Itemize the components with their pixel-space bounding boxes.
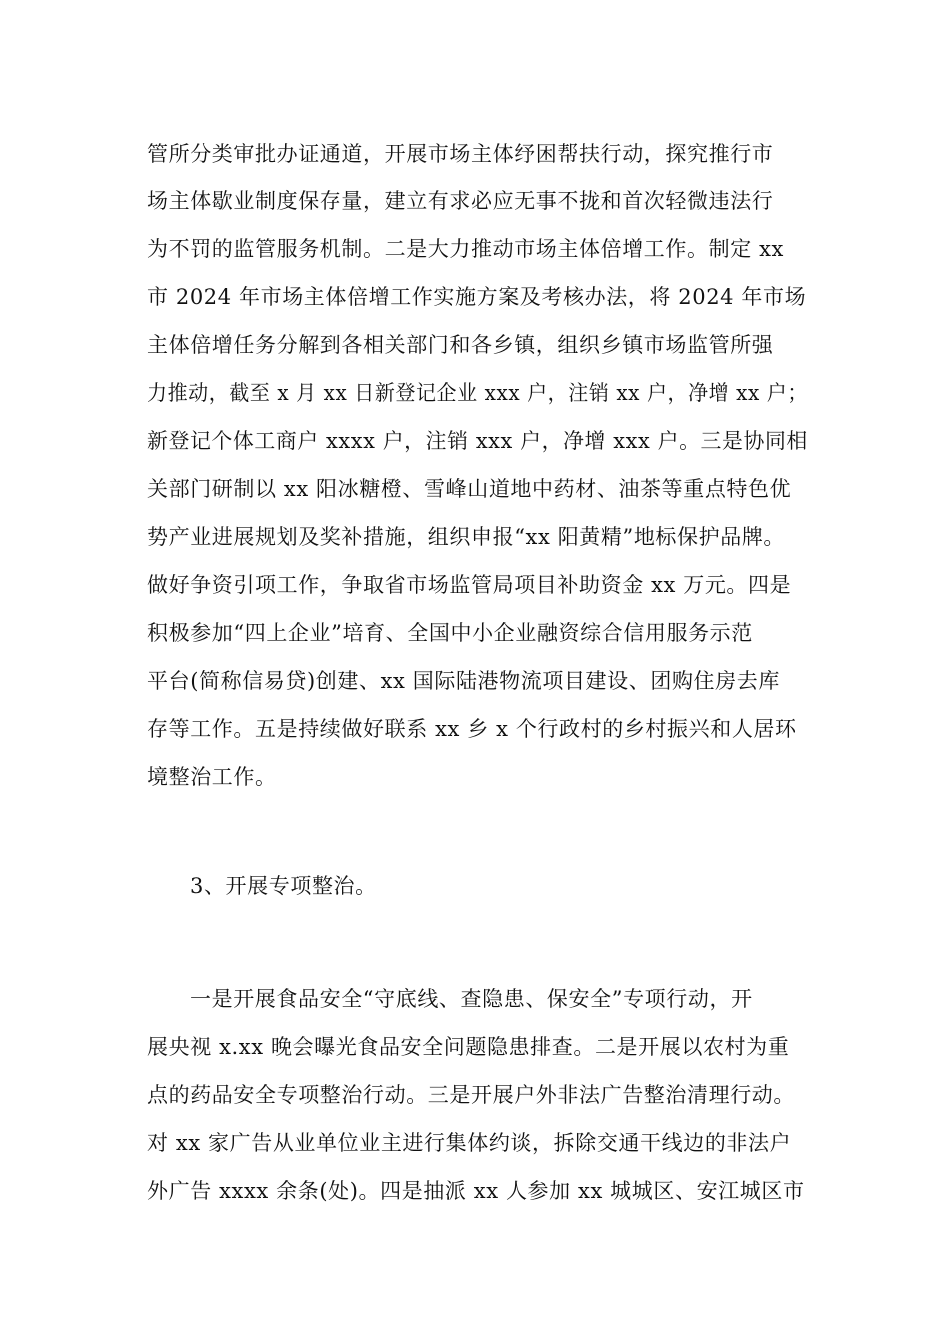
paragraph-line: 场主体歇业制度保存量，建立有求必应无事不拢和首次轻微违法行 <box>147 189 774 213</box>
paragraph-line: 对 xx 家广告从业单位业主进行集体约谈，拆除交通干线边的非法户 <box>147 1131 792 1155</box>
paragraph-line: 为不罚的监管服务机制。二是大力推动市场主体倍增工作。制定 xx <box>147 237 784 261</box>
paragraph-line: 关部门研制以 xx 阳冰糖橙、雪峰山道地中药材、油茶等重点特色优 <box>147 477 792 501</box>
paragraph-line: 外广告 xxxx 余条(处)。四是抽派 xx 人参加 xx 城城区、安江城区市 <box>147 1179 805 1203</box>
paragraph-line: 新登记个体工商户 xxxx 户，注销 xxx 户，净增 xxx 户。三是协同相 <box>147 429 808 453</box>
paragraph-line: 存等工作。五是持续做好联系 xx 乡 x 个行政村的乡村振兴和人居环 <box>147 717 797 741</box>
paragraph-line: 力推动，截至 x 月 xx 日新登记企业 xxx 户，注销 xx 户，净增 xx 户； <box>147 381 808 405</box>
paragraph-line: 一是开展食品安全“守底线、查隐患、保安全”专项行动，开 <box>190 987 753 1011</box>
paragraph-line: 势产业进展规划及奖补措施，组织申报“xx 阳黄精”地标保护品牌。 <box>147 525 786 549</box>
paragraph-line: 主体倍增任务分解到各相关部门和各乡镇，组织乡镇市场监管所强 <box>147 333 774 357</box>
paragraph-line: 市 2024 年市场主体倍增工作实施方案及考核办法，将 2024 年市场 <box>147 285 807 309</box>
paragraph-line: 境整治工作。 <box>147 765 277 789</box>
paragraph-line: 平台(简称信易贷)创建、xx 国际陆港物流项目建设、团购住房去库 <box>147 669 780 693</box>
paragraph-line: 做好争资引项工作，争取省市场监管局项目补助资金 xx 万元。四是 <box>147 573 792 597</box>
paragraph-line: 积极参加“四上企业”培育、全国中小企业融资综合信用服务示范 <box>147 621 753 645</box>
paragraph-line: 展央视 x.xx 晚会曝光食品安全问题隐患排查。二是开展以农村为重 <box>147 1035 790 1059</box>
paragraph-line: 管所分类审批办证通道，开展市场主体纾困帮扶行动，探究推行市 <box>147 142 774 166</box>
section-heading: 3、开展专项整治。 <box>190 874 377 898</box>
paragraph-line: 点的药品安全专项整治行动。三是开展户外非法广告整治清理行动。 <box>147 1083 795 1107</box>
